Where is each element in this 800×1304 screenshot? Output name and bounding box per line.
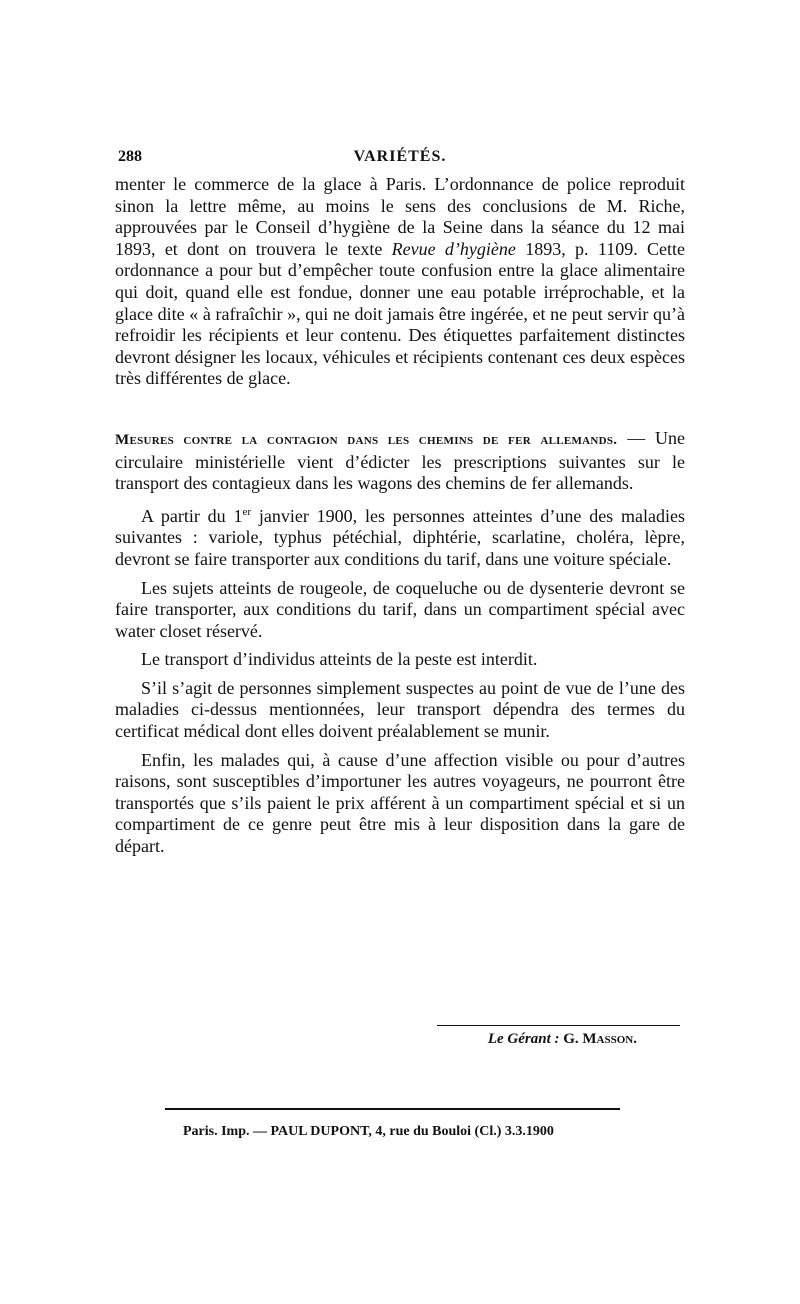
section-heading: Mesures contre la contagion dans les chemins de fer allemands. bbox=[115, 431, 618, 448]
paragraph-glace: menter le commerce de la glace à Paris. L’ordonnance de police reproduit sinon la lettre même, au moins le sens des conclusions de M. Riche, approuvées par le Conseil d’hygiène de la Seine dans la séance du 12 mai 1893, et dont on trouvera le texte Revue d’hygiène 1893, p. 1109. Cette ordonnance a pour but d’empêcher toute confusion entre la glace alimentaire qui doit, quand elle est fondue, donner une eau potable irréprochable, et la glace dite « à rafraîchir », qui ne doit jamais être ingérée, et ne peut servir qu’à refroidir les récipients et leur contenu. Des étiquettes parfaitement distinctes devront désigner les locaux, véhicules et récipients contenant ces deux espèces très différentes de glace. bbox=[115, 174, 685, 389]
imprint-rule bbox=[165, 1108, 620, 1110]
paragraph-maladies: A partir du 1er janvier 1900, les personnes atteintes d’une des maladies suivantes : variole, typhus pétéchial, diphtérie, scarlatine, choléra, lèpre, devront se faire transporter aux conditions du tarif, dans une voiture spéciale. bbox=[115, 505, 685, 569]
signature-name: G. Masson. bbox=[563, 1031, 637, 1047]
running-header bbox=[115, 146, 685, 170]
paragraph-rougeole: Les sujets atteints de rougeole, de coqueluche ou de dysenterie devront se faire transporter, aux conditions du tarif, dans un compartiment spécial avec water closet réservé. bbox=[115, 577, 685, 641]
paragraph-peste: Le transport d’individus atteints de la peste est interdit. bbox=[141, 649, 538, 670]
section-intro: Mesures contre la contagion dans les chemins de fer allemands. — Une circulaire ministérielle vient d’édicter les prescriptions suivantes sur le transport des contagieux dans les wagons des chemins de fer allemands. bbox=[115, 427, 685, 494]
paragraph-enfin: Enfin, les malades qui, à cause d’une affection visible ou pour d’autres raisons, sont susceptibles d’importuner les autres voyageurs, ne pourront être transportés que s’ils paient le prix afférent à un compartiment spécial et si un compartiment de ce genre peut être mis à leur disposition dans la gare de départ. bbox=[115, 749, 685, 857]
journal-title: Revue d’hygiène bbox=[391, 238, 516, 259]
page-number: 288 bbox=[118, 148, 142, 165]
running-title: VARIÉTÉS. bbox=[353, 148, 447, 165]
paragraph-suspectes: S’il s’agit de personnes simplement suspectes au point de vue de l’une des maladies ci-dessus mentionnées, leur transport dépendra des termes du certificat médical dont elles doivent préalablement se munir. bbox=[115, 677, 685, 742]
imprint: Paris. Imp. — PAUL DUPONT, 4, rue du Bouloi (Cl.) 3.3.1900 bbox=[183, 1124, 554, 1139]
superscript-er: er bbox=[242, 505, 252, 518]
signature bbox=[437, 1031, 637, 1048]
signature-role: Le Gérant : bbox=[487, 1031, 560, 1047]
page-body bbox=[115, 146, 685, 858]
signature-rule bbox=[437, 1025, 680, 1026]
